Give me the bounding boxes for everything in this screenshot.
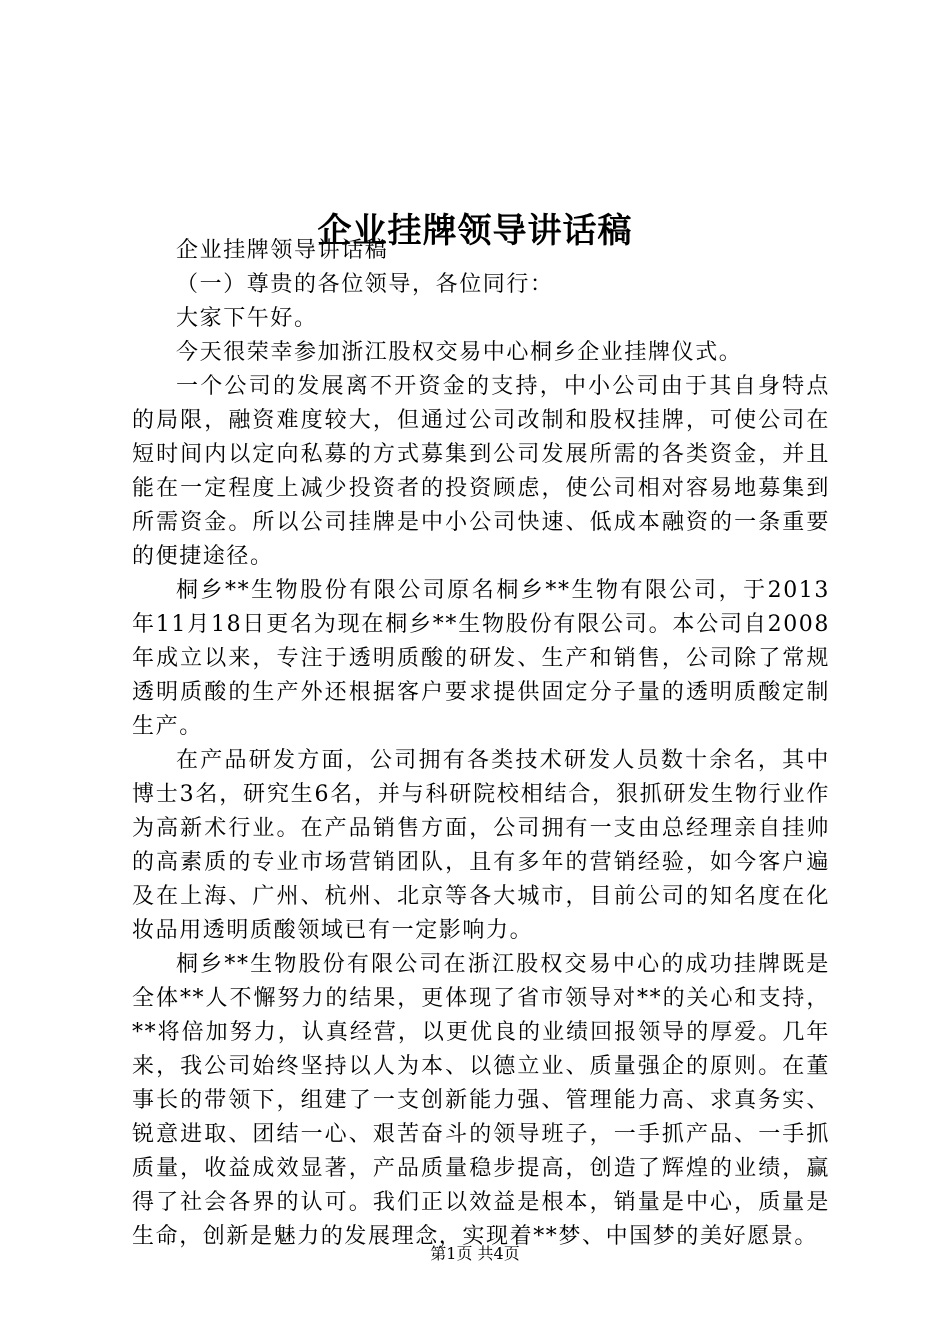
paragraph-greeting: 大家下午好。 bbox=[176, 306, 318, 331]
paragraph-heading: 企业挂牌领导讲话稿 bbox=[176, 238, 389, 263]
document-body bbox=[132, 234, 830, 1254]
paragraph-company-history: 桐乡**生物股份有限公司原名桐乡**生物有限公司，于2013年11月18日更名为现在桐乡**生物股份有限公司。本公司自2008年成立以来，专注于透明质酸的研发、生产和销售，公司除了常规透明质酸的生产外还根据客户要求提供固定分子量的透明质酸定制生产。 bbox=[132, 578, 830, 739]
paragraph-research-sales: 在产品研发方面，公司拥有各类技术研发人员数十余名，其中博士3名，研究生6名，并与科研院校相结合，狠抓研发生物行业作为高新术行业。在产品销售方面，公司拥有一支由总经理亲自挂帅的高素质的专业市场营销团队，且有多年的营销经验，如今客户遍及在上海、广州、杭州、北京等各大城市，目前公司的知名度在化妆品用透明质酸领域已有一定影响力。 bbox=[132, 748, 830, 943]
paragraph-salutation: （一）尊贵的各位领导，各位同行： bbox=[176, 272, 554, 297]
paragraph-intro: 今天很荣幸参加浙江股权交易中心桐乡企业挂牌仪式。 bbox=[176, 340, 743, 365]
paragraph-listing-success: 桐乡**生物股份有限公司在浙江股权交易中心的成功挂牌既是全体**人不懈努力的结果，更体现了省市领导对**的关心和支持，**将倍加努力，认真经营，以更优良的业绩回报领导的厚爱。几年来，我公司始终坚持以人为本、以德立业、质量强企的原则。在董事长的带领下，组建了一支创新能力强、管理能力高、求真务实、锐意进取、团结一心、艰苦奋斗的领导班子，一手抓产品、一手抓质量，收益成效显著，产品质量稳步提高，创造了辉煌的业绩，赢得了社会各界的认可。我们正以效益是根本，销量是中心，质量是生命，创新是魅力的发展理念，实现着**梦、中国梦的美好愿景。 bbox=[132, 952, 830, 1249]
document-title: 企业挂牌领导讲话稿 bbox=[317, 210, 633, 251]
paragraph-financing: 一个公司的发展离不开资金的支持，中小公司由于其自身特点的局限，融资难度较大，但通过公司改制和股权挂牌，可使公司在短时间内以定向私募的方式募集到公司发展所需的各类资金，并且能在一定程度上减少投资者的投资顾虑，使公司相对容易地募集到所需资金。所以公司挂牌是中小公司快速、低成本融资的一条重要的便捷途径。 bbox=[132, 374, 830, 569]
page-footer: 第1页 共4页 bbox=[430, 1244, 520, 1263]
